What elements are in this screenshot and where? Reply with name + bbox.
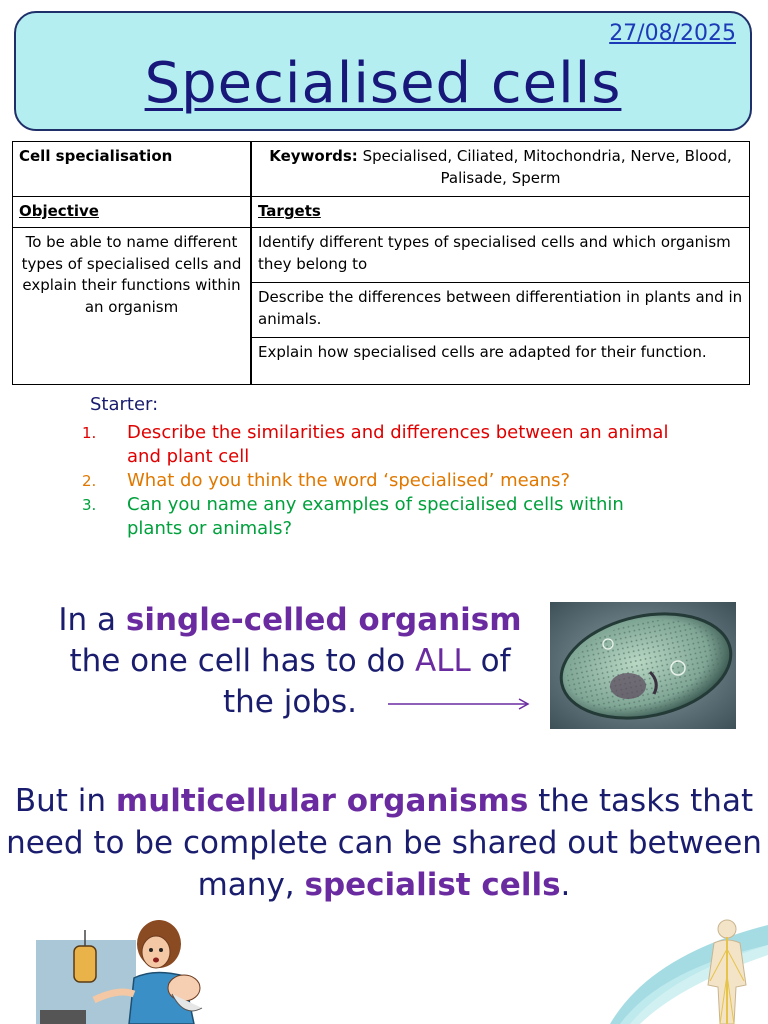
target-text: Describe the differences between differentiation in plants and in animals. <box>258 287 743 328</box>
keywords-cell <box>251 142 750 197</box>
starter-question <box>82 493 682 541</box>
target-text: Explain how specialised cells are adapted for their function. <box>258 342 707 361</box>
starter-question <box>82 469 682 493</box>
statement-text: the tasks that need to be complete can be shared out between many, <box>6 783 762 903</box>
all-highlight: ALL <box>415 643 471 679</box>
question-text: What do you think the word ‘specialised’ means? <box>127 470 571 491</box>
target-row <box>251 227 750 282</box>
question-number: 2. <box>82 472 97 490</box>
objective-header-cell <box>13 197 252 228</box>
busy-mother-cartoon-image <box>34 918 224 1024</box>
targets-header: Targets <box>258 202 321 220</box>
topic-label: Cell specialisation <box>19 147 173 165</box>
multicellular-statement <box>0 780 768 906</box>
statement-text: . <box>560 867 571 903</box>
nervous-system-figure-image <box>610 915 768 1024</box>
keywords-text: Specialised, Ciliated, Mitochondria, Nerve, Blood, Palisade, Sperm <box>362 147 732 187</box>
lesson-date: 27/08/2025 <box>609 21 736 46</box>
multicellular-highlight: multicellular organisms <box>115 783 529 819</box>
topic-cell <box>13 142 252 197</box>
target-text: Identify different types of specialised cells and which organism they belong to <box>258 232 731 273</box>
starter-heading: Starter: <box>90 394 159 415</box>
keywords-label: Keywords: <box>269 147 358 165</box>
right-arrow-icon <box>388 697 534 711</box>
question-text: Can you name any examples of specialised cells within plants or animals? <box>127 494 624 539</box>
objective-text: To be able to name different types of specialised cells and explain their functions within an organism <box>21 232 242 316</box>
target-row <box>251 282 750 337</box>
question-number: 3. <box>82 496 97 514</box>
statement-text: In a <box>58 602 126 638</box>
target-row <box>251 337 750 384</box>
targets-header-cell <box>251 197 750 228</box>
statement-text: But in <box>14 783 116 819</box>
question-number: 1. <box>82 424 97 442</box>
starter-questions <box>82 421 682 541</box>
objective-header: Objective <box>19 202 99 220</box>
specialist-cells-highlight: specialist cells <box>304 867 561 903</box>
paramecium-image <box>550 602 736 729</box>
statement-text: of the jobs. <box>223 643 511 720</box>
title-banner <box>14 11 752 131</box>
page-title: Specialised cells <box>144 51 622 116</box>
starter-question <box>82 421 682 469</box>
objective-text-cell <box>13 227 252 384</box>
objectives-table <box>12 141 750 385</box>
question-text: Describe the similarities and differences between an animal and plant cell <box>127 422 669 467</box>
single-celled-highlight: single-celled organism <box>125 602 522 638</box>
statement-text: the one cell has to do <box>69 643 416 679</box>
